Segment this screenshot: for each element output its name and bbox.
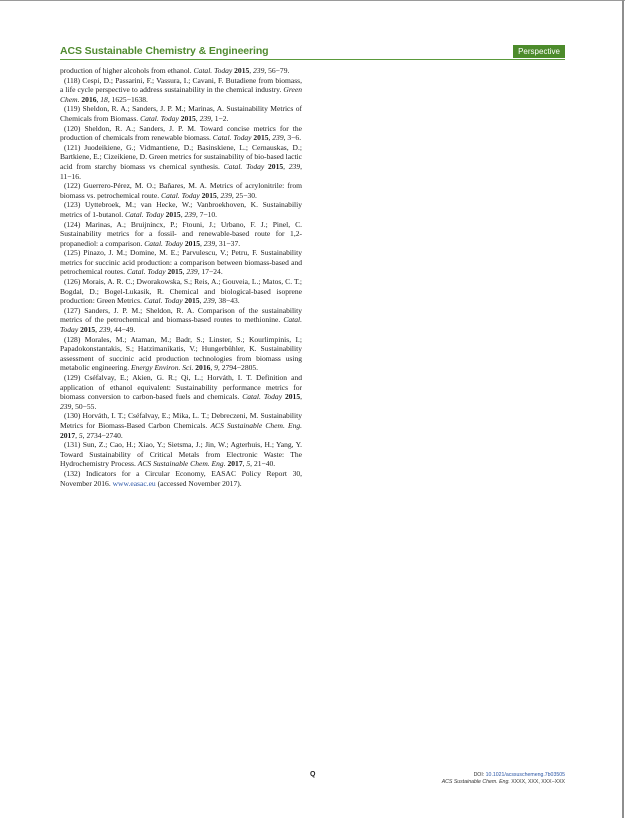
reference-year: 2015 [184, 296, 200, 306]
citation-journal: ACS Sustainable Chem. Eng. [441, 778, 510, 785]
doi-line [442, 772, 565, 779]
reference-year: 2015 [201, 190, 217, 200]
reference-volume: 239 [203, 238, 216, 248]
reference-accessed: (accessed November 2017). [155, 478, 242, 488]
reference-year: 2015 [184, 238, 200, 248]
reference-number: (123) [64, 200, 81, 210]
reference-list [60, 66, 302, 488]
reference-year: 2016 [195, 363, 211, 373]
reference-year: 2015 [285, 392, 301, 402]
reference-year: 2016 [81, 94, 97, 104]
doi-link[interactable]: 10.1021/acssuschemeng.7b03505 [485, 772, 565, 778]
reference-pages: 3−6. [287, 133, 302, 143]
reference-item: (124) Marinas, A.; Bruijnincx, P.; Ftouni, J.; Urbano, F. J.; Pinel, C. Sustainability metrics for a fossil- and renewable-based route for 1,2-propanediol: a comparison. Catal. Today 2015, 239, 31−37. [60, 219, 302, 248]
reference-year: 2017 [60, 430, 76, 440]
citation-details: XXXX, XXX, XXX−XXX [509, 778, 565, 785]
reference-number: (129) [64, 373, 81, 382]
reference-journal: ACS Sustainable Chem. Eng. [137, 459, 226, 469]
reference-item: (122) Guerrero-Pérez, M. O.; Bañares, M. A. Metrics of acrylonitrile: from biomass vs. petrochemical route. Catal. Today 2015, 239, 25−30. [60, 181, 303, 200]
reference-text: Sheldon, R. A.; Sanders, J. P. M.; Marinas, A. Sustainability Metrics of Chemicals from Biomass. [60, 104, 302, 123]
reference-year: 2015 [268, 161, 284, 171]
reference-pages: 56−79. [268, 66, 290, 75]
reference-item: (123) Uyttebroek, M.; van Hecke, W.; Vanbroekhoven, K. Sustainabiliy metrics of 1-butanol. Catal. Today 2015, 239, 7−10. [60, 200, 303, 219]
reference-journal: Green Chem. [60, 85, 302, 104]
reference-volume: 239 [199, 113, 211, 123]
reference-journal: Catal. Today [143, 296, 183, 306]
reference-pages: 21−40. [253, 459, 276, 469]
reference-item: (119) Sheldon, R. A.; Sanders, J. P. M.; Marinas, A. Sustainability Metrics of Chemicals from Biomass. Catal. Today 2015, 239, 1−2. [60, 104, 302, 123]
reference-text: Indicators for a Circular Economy, EASAC Policy Report 30, November 2016. [60, 468, 303, 488]
page-border-top [0, 0, 625, 1]
reference-volume: 239 [220, 190, 232, 200]
reference-item: (118) Cespi, D.; Passarini, F.; Vassura, I.; Cavani, F. Butadiene from biomass, a life cycle perspective to address sustainability in the chemical industry. Green Chem. 2016, 18, 1625−1638. [60, 75, 302, 104]
reference-number: (119) [64, 104, 81, 114]
reference-volume: 239 [272, 133, 284, 143]
reference-volume: 239 [186, 267, 198, 277]
reference-volume: 239 [253, 66, 265, 75]
section-badge: Perspective [513, 45, 565, 58]
reference-journal: Catal. Today [126, 267, 166, 277]
reference-item: (125) Pinazo, J. M.; Domine, M. E.; Parvulescu, V.; Petru, F. Sustainability metrics for succinic acid production: a comparison between biomass-based and petrochemical routes. Catal. Today 2015, 239, 17−24. [60, 248, 302, 277]
reference-volume: 239 [98, 325, 111, 335]
reference-text: Sun, Z.; Cao, H.; Xiao, Y.; Sietsma, J.; Jin, W.; Agterhuis, H.; Yang, Y. Toward Sustainability of Critical Metals from Electronic Waste: The Hydrochemistry Process. [60, 440, 303, 469]
reference-text: Sanders, J. P. M.; Sheldon, R. A. Comparison of the sustainability metrics of the petrochemical and biomass-based routes to methionine. [60, 305, 303, 325]
reference-link[interactable]: www.easac.eu [112, 478, 156, 488]
reference-journal: ACS Sustainable Chem. Eng. [210, 420, 303, 430]
reference-item: (128) Morales, M.; Ataman, M.; Badr, S.; Linster, S.; Kourlimpinis, I.; Papadokonstantakis, S.; Hatzimanikatis, V.; Hungerbühler, K. Sustainability assessment of succinic acid production technologies from biomass using metabolic engineering. Energy Environ. Sci. 2016, 9, 2794−2805. [60, 334, 302, 373]
reference-volume: 239 [184, 209, 196, 219]
reference-item: (127) Sanders, J. P. M.; Sheldon, R. A. Comparison of the sustainability metrics of the petrochemical and biomass-based routes to methionine. Catal. Today 2015, 239, 44−49. [60, 305, 303, 335]
reference-year: 2015 [165, 209, 181, 219]
reference-text: Uyttebroek, M.; van Hecke, W.; Vanbroekhoven, K. Sustainabiliy metrics of 1-butanol. [60, 200, 303, 219]
reference-text: production of higher alcohols from ethanol. [60, 66, 194, 75]
reference-text: Morales, M.; Ataman, M.; Badr, S.; Linster, S.; Kourlimpinis, I.; Papadokonstantakis, S.; Hatzimanikatis, V.; Hungerbühler, K. Sustainability assessment of succinic acid production technologies from biomass using metabolic engineering. [60, 334, 302, 373]
reference-number: (127) [64, 305, 81, 315]
reference-year: 2015 [234, 66, 250, 75]
reference-volume: 5 [246, 459, 251, 469]
reference-pages: 38−43. [218, 296, 240, 306]
reference-year: 2015 [253, 133, 269, 143]
reference-pages: 2794−2805. [221, 363, 259, 373]
reference-text: Horváth, I. T.; Cséfalvay, E.; Mika, L. T.; Debreczeni, M. Sustainability Metrics for Biomass-Based Carbon Chemicals. [60, 411, 302, 430]
reference-volume: 239 [60, 401, 72, 411]
reference-item [60, 469, 302, 488]
journal-title: ACS Sustainable Chemistry & Engineering [60, 45, 269, 57]
reference-item: (120) Sheldon, R. A.; Sanders, J. P. M. Toward concise metrics for the production of chemicals from renewable biomass. Catal. Today 2015, 239, 3−6. [60, 123, 303, 143]
reference-pages: 11−16. [60, 171, 81, 181]
reference-journal: Catal. Today [223, 161, 265, 171]
reference-item: (129) Cséfalvay, E.; Akien, G. R.; Qi, L.; Horváth, I. T. Definition and application of ethanol equivalent: Sustainability performance metrics for biomass conversion to carbon-based fuels and chemicals. Catal. Today 2015, 239, 50−55. [60, 373, 303, 411]
reference-journal: Catal. Today [242, 392, 283, 402]
reference-journal: Energy Environ. Sci. [131, 363, 194, 373]
reference-number: (120) [64, 123, 81, 133]
reference-item: (130) Horváth, I. T.; Cséfalvay, E.; Mika, L. T.; Debreczeni, M. Sustainability Metrics for Biomass-Based Carbon Chemicals. ACS Sustainable Chem. Eng. 2017, 5, 2734−2740. [60, 411, 303, 440]
reference-number: (132) [64, 468, 81, 478]
reference-number: (125) [64, 248, 81, 258]
reference-pages: 44−49. [114, 325, 136, 335]
reference-text: Cespi, D.; Passarini, F.; Vassura, I.; Cavani, F. Butadiene from biomass, a life cycle perspective to address sustainability in the chemical industry. [60, 75, 302, 95]
reference-volume: 5 [78, 430, 83, 440]
reference-journal: Catal. Today [144, 238, 183, 248]
reference-text: Guerrero-Pérez, M. O.; Bañares, M. A. Metrics of acrylonitrile: from biomass vs. petrochemical route. [60, 181, 303, 200]
reference-volume: 18 [100, 94, 108, 104]
reference-text: Morais, A. R. C.; Dworakowska, S.; Reis, A.; Gouveia, L.; Matos, C. T.; Bogdal, D.; Bogel-Lukasik, R. Chemical and biological-based isoprene production: Green Metrics. [60, 277, 302, 306]
reference-year: 2015 [180, 113, 196, 123]
reference-item: (121) Juodeikiene, G.; Vidmantiene, D.; Basinskiene, L.; Cernauskas, D.; Bartkiene, E.; Cizeikiene, D. Green metrics for sustainability of bio-based lactic acid from starchy biomass vs chemical synthesis. Catal. Today 2015, 239, 11−16. [60, 142, 302, 181]
reference-text: Pinazo, J. M.; Domine, M. E.; Parvulescu, V.; Petru, F. Sustainability metrics for succinic acid production: a comparison between biomass-based and petrochemical routes. [60, 248, 302, 277]
reference-year: 2017 [227, 459, 243, 469]
reference-pages: 25−30. [235, 190, 257, 200]
reference-text: Marinas, A.; Bruijnincx, P.; Ftouni, J.; Urbano, F. J.; Pinel, C. Sustainability metrics for a fossil- and renewable-based route for 1,2-propanediol: a comparison. [60, 219, 302, 248]
reference-number: (128) [64, 334, 81, 344]
reference-item: production of higher alcohols from ethanol. Catal. Today 2015, 239, 56−79. [60, 66, 290, 75]
reference-item: (131) Sun, Z.; Cao, H.; Xiao, Y.; Sietsma, J.; Jin, W.; Agterhuis, H.; Yang, Y. Toward Sustainability of Critical Metals from Electronic Waste: The Hydrochemistry Process. ACS Sustainable Chem. Eng. 2017, 5, 21−40. [60, 440, 303, 469]
reference-volume: 239 [288, 161, 301, 171]
reference-item: (126) Morais, A. R. C.; Dworakowska, S.; Reis, A.; Gouveia, L.; Matos, C. T.; Bogdal, D.; Bogel-Lukasik, R. Chemical and biological-based isoprene production: Green Metrics. Catal. Today 2015, 239, 38−43. [60, 277, 302, 306]
reference-number: (131) [64, 440, 81, 450]
reference-number: (130) [64, 411, 81, 421]
reference-year: 2015 [167, 267, 183, 277]
reference-text: Sheldon, R. A.; Sanders, J. P. M. Toward concise metrics for the production of chemicals from renewable biomass. [60, 123, 303, 143]
footer-citation [442, 772, 565, 785]
reference-journal: Catal. Today [161, 190, 200, 200]
doi-label: DOI: [473, 772, 486, 778]
reference-pages: 7−10. [199, 209, 218, 219]
reference-number: (121) [64, 142, 81, 152]
reference-number: (118) [64, 75, 81, 85]
citation-line [442, 779, 565, 786]
reference-number: (126) [64, 277, 81, 287]
reference-volume: 9 [214, 363, 218, 373]
reference-pages: 17−24. [201, 267, 223, 277]
page-border-right [622, 0, 624, 818]
reference-pages: 1625−1638. [111, 94, 148, 104]
reference-year: 2015 [80, 325, 96, 335]
page-number: Q [310, 771, 316, 778]
reference-journal: Catal. Today [193, 66, 233, 75]
reference-pages: 2734−2740. [86, 430, 123, 440]
reference-journal: Catal. Today [140, 113, 179, 123]
reference-journal: Catal. Today [60, 315, 302, 335]
reference-pages: 31−37. [218, 238, 241, 248]
reference-journal: Catal. Today [124, 209, 164, 219]
reference-text: Juodeikiene, G.; Vidmantiene, D.; Basinskiene, L.; Cernauskas, D.; Bartkiene, E.; Cizeikiene, D. Green metrics for sustainability of bio-based lactic acid from starchy biomass vs chemical synthesis. [60, 142, 302, 171]
reference-pages: 50−55. [75, 401, 97, 411]
reference-number: (124) [64, 219, 81, 229]
reference-volume: 239 [203, 296, 215, 306]
reference-number: (122) [64, 181, 81, 191]
reference-journal: Catal. Today [212, 133, 252, 143]
running-header [60, 45, 565, 60]
reference-pages: 1−2. [214, 113, 229, 123]
reference-text: Cséfalvay, E.; Akien, G. R.; Qi, L.; Horváth, I. T. Definition and application of ethanol equivalent: Sustainability performance metrics for biomass conversion to carbon-based fuels and chemicals. [60, 373, 303, 402]
